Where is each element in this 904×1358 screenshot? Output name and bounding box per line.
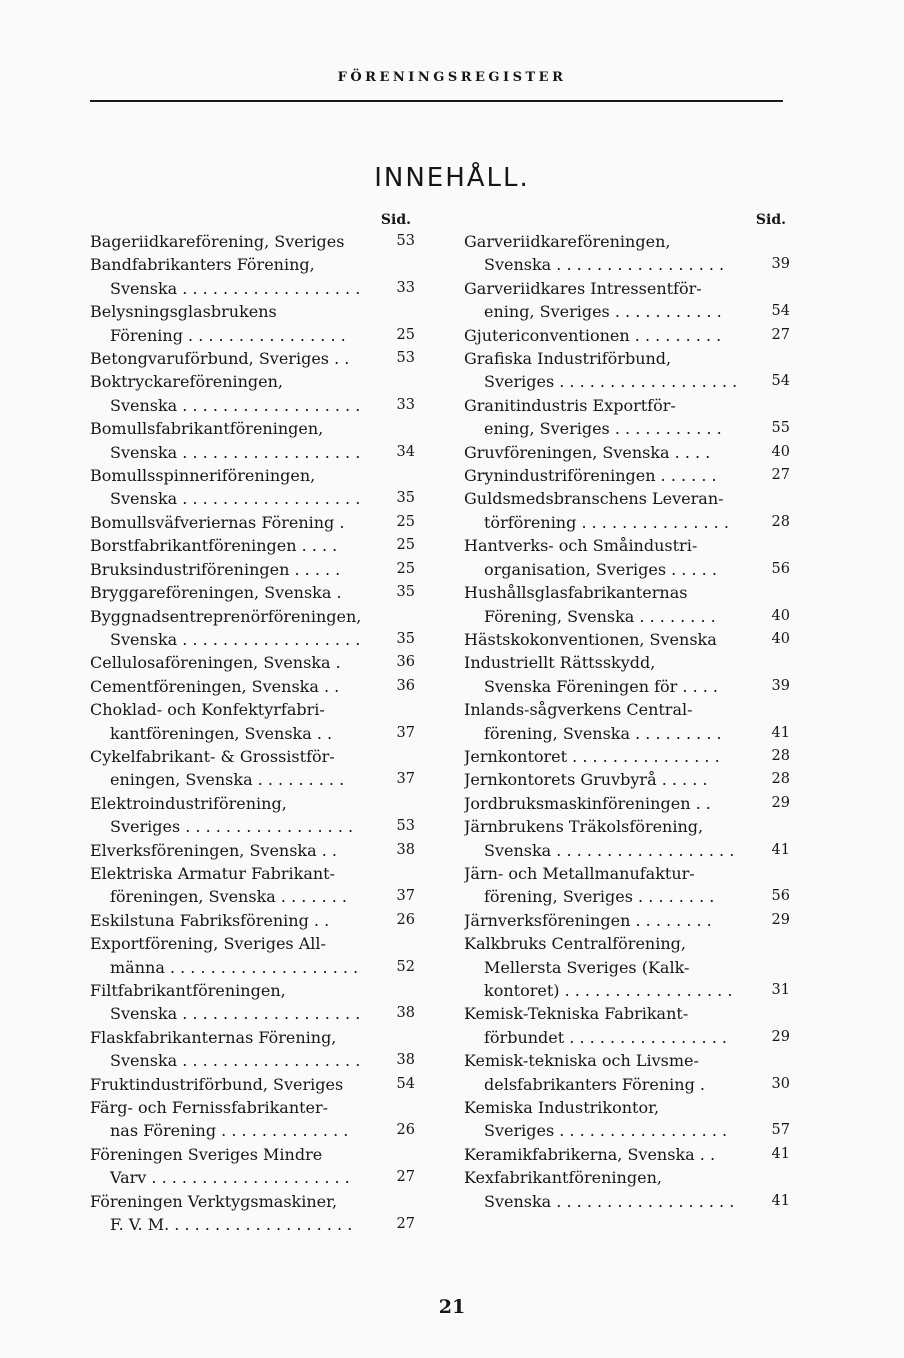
toc-entry-line: Svenska . . . . . . . . . . . . . . . . . . — [110, 278, 361, 298]
toc-entry — [464, 932, 790, 1002]
toc-page-number: 29 — [771, 794, 790, 811]
toc-column-left — [90, 210, 415, 1236]
toc-page-number: 28 — [771, 513, 790, 530]
toc-page-number: 41 — [771, 1145, 790, 1162]
toc-page-number: 37 — [396, 771, 415, 788]
header-rule — [90, 100, 783, 102]
toc-entry-line: Bruksindustriföreningen . . . . . — [90, 559, 341, 579]
toc-entry — [90, 792, 415, 839]
toc-entry-title — [90, 511, 385, 534]
toc-entry — [464, 768, 790, 791]
toc-page-number: 56 — [771, 560, 790, 577]
toc-entry-title — [90, 979, 385, 1026]
toc-entry-line: Färg- och Fernissfabrikanter- — [90, 1098, 329, 1118]
toc-entry — [464, 230, 790, 277]
toc-entry-line: Bomullsspinneriföreningen, — [90, 466, 316, 486]
toc-entry-line: ening, Sveriges . . . . . . . . . . . — [484, 419, 722, 439]
toc-entry-title — [464, 768, 760, 791]
toc-page-number: 39 — [771, 256, 790, 273]
toc-entry-line: Byggnadsentreprenörföreningen, — [90, 606, 362, 626]
toc-entry-title — [464, 932, 760, 1002]
toc-entry-line: Sveriges . . . . . . . . . . . . . . . . . . — [484, 372, 738, 392]
toc-entry — [90, 300, 415, 347]
toc-entry — [90, 253, 415, 300]
toc-entry-title — [90, 1143, 385, 1190]
toc-entry — [464, 909, 790, 932]
toc-entry-line: förening, Svenska . . . . . . . . . — [484, 723, 722, 743]
toc-page-number: 37 — [396, 724, 415, 741]
toc-page-number: 34 — [396, 443, 415, 460]
toc-page-number: 56 — [771, 888, 790, 905]
toc-entry — [90, 839, 415, 862]
toc-entry-line: eningen, Svenska . . . . . . . . . — [110, 770, 345, 790]
toc-entry-title — [464, 230, 760, 277]
toc-entry — [464, 862, 790, 909]
toc-entry-title — [464, 815, 760, 862]
toc-entry-title — [90, 370, 385, 417]
toc-entry-line: kontoret) . . . . . . . . . . . . . . . . . — [484, 981, 733, 1000]
toc-entry-line: Fruktindustriförbund, Sveriges — [90, 1074, 344, 1094]
toc-column-right — [464, 210, 790, 1213]
toc-entry-line: Elektroindustriförening, — [90, 793, 287, 813]
toc-entry — [464, 1143, 790, 1166]
toc-entry-line: föreningen, Svenska . . . . . . . — [110, 887, 348, 907]
toc-entry-title — [464, 1096, 760, 1143]
toc-entry-line: Kexfabrikantföreningen, — [464, 1168, 662, 1188]
toc-entry-line: Svenska . . . . . . . . . . . . . . . . . . — [110, 489, 361, 509]
toc-entry — [464, 815, 790, 862]
toc-entry-title — [90, 792, 385, 839]
toc-entry — [90, 745, 415, 792]
toc-page-number: 40 — [771, 630, 790, 647]
toc-page-number: 27 — [396, 1169, 415, 1186]
toc-entry-line: delsfabrikanters Förening . — [484, 1074, 706, 1094]
toc-entry-line: Grafiska Industriförbund, — [464, 349, 672, 369]
toc-entry-title — [464, 698, 760, 745]
toc-entry-line: Exportförening, Sveriges All- — [90, 934, 326, 954]
toc-entry-line: männa . . . . . . . . . . . . . . . . . . . — [110, 957, 359, 977]
toc-entry-line: Guldsmedsbranschens Leveran- — [464, 489, 724, 509]
toc-page-number: 30 — [771, 1075, 790, 1092]
toc-entry-title — [464, 651, 760, 698]
toc-entry-title — [90, 675, 385, 698]
toc-entry-title — [464, 441, 760, 464]
toc-entry-title — [464, 1143, 760, 1166]
toc-page-number: 41 — [771, 1192, 790, 1209]
toc-entry-line: Flaskfabrikanternas Förening, — [90, 1027, 337, 1047]
toc-entry-line: Gjutericonventionen . . . . . . . . . — [464, 325, 722, 345]
toc-entry-line: Filtfabrikantföreningen, — [90, 981, 286, 1000]
toc-entry-title — [90, 1096, 385, 1143]
toc-page-number: 29 — [771, 1028, 790, 1045]
toc-page-number: 25 — [396, 513, 415, 530]
toc-entry-line: Svenska . . . . . . . . . . . . . . . . . . — [110, 395, 361, 415]
toc-entry-title — [464, 324, 760, 347]
toc-entry-title — [90, 1073, 385, 1096]
toc-page-number: 27 — [771, 326, 790, 343]
toc-entry-line: Järnbrukens Träkolsförening, — [464, 817, 704, 837]
toc-entry-line: Gruvföreningen, Svenska . . . . — [464, 442, 711, 462]
toc-entry — [464, 324, 790, 347]
toc-entry — [90, 605, 415, 652]
toc-page-number: 35 — [396, 490, 415, 507]
toc-entry — [90, 417, 415, 464]
toc-entry-title — [90, 862, 385, 909]
toc-entry-line: Sveriges . . . . . . . . . . . . . . . . . — [484, 1121, 728, 1141]
toc-entry-title — [90, 839, 385, 862]
toc-entry-title — [464, 1166, 760, 1213]
toc-page-number: 54 — [771, 373, 790, 390]
toc-page-number: 55 — [771, 420, 790, 437]
toc-entry-title — [90, 464, 385, 511]
toc-page-number: 52 — [396, 958, 415, 975]
toc-entry — [90, 1190, 415, 1237]
toc-entry-title — [90, 347, 385, 370]
toc-entry-title — [90, 909, 385, 932]
toc-entry-title — [90, 1026, 385, 1073]
toc-entry-title — [464, 909, 760, 932]
toc-entry-line: Svenska . . . . . . . . . . . . . . . . . . — [110, 1004, 361, 1024]
toc-page-number: 36 — [396, 654, 415, 671]
toc-entry-title — [464, 1002, 760, 1049]
running-header: FÖRENINGSREGISTER — [337, 70, 567, 85]
toc-page-number: 53 — [396, 818, 415, 835]
toc-entry — [464, 745, 790, 768]
toc-entries-left — [90, 230, 415, 1236]
toc-page-number: 35 — [396, 630, 415, 647]
toc-page-number: 25 — [396, 326, 415, 343]
toc-page-number: 54 — [396, 1075, 415, 1092]
toc-entry-line: Järn- och Metallmanufaktur- — [464, 863, 695, 883]
toc-page-number: 31 — [771, 982, 790, 998]
toc-entry-title — [464, 534, 760, 581]
toc-entry-line: Svenska . . . . . . . . . . . . . . . . . . — [110, 629, 361, 649]
toc-entry-line: Cementföreningen, Svenska . . — [90, 676, 340, 696]
toc-entry-title — [90, 932, 385, 979]
toc-page-number: 26 — [396, 911, 415, 928]
toc-entry-line: Föreningen Sveriges Mindre — [90, 1144, 323, 1164]
toc-entry-line: törförening . . . . . . . . . . . . . . . — [484, 512, 729, 532]
toc-entry — [464, 651, 790, 698]
toc-entry — [464, 581, 790, 628]
toc-entry-line: förening, Sveriges . . . . . . . . — [484, 887, 715, 907]
toc-entry-line: Cykelfabrikant- & Grossistför- — [90, 746, 335, 766]
toc-entry — [464, 394, 790, 441]
toc-page-number: 38 — [396, 841, 415, 858]
toc-entry-title — [464, 347, 760, 394]
toc-entry — [90, 1143, 415, 1190]
toc-page-number: 37 — [396, 888, 415, 905]
toc-page-number: 35 — [396, 584, 415, 601]
toc-entry-line: Inlands-sågverkens Central- — [464, 700, 693, 720]
toc-entry-line: Belysningsglasbrukens — [90, 302, 277, 322]
toc-entry-line: Eskilstuna Fabriksförening . . — [90, 910, 330, 930]
toc-entry — [464, 277, 790, 324]
toc-entry-line: Svenska . . . . . . . . . . . . . . . . . . — [484, 840, 735, 860]
page-column-label: Sid. — [755, 212, 786, 228]
toc-entry-line: Jernkontoret . . . . . . . . . . . . . . . — [464, 746, 720, 766]
toc-entry-line: Föreningen Verktygsmaskiner, — [90, 1191, 338, 1211]
toc-entry-line: Svenska . . . . . . . . . . . . . . . . . . — [110, 1051, 361, 1071]
toc-entry-line: Bomullsväfveriernas Förening . — [90, 512, 345, 532]
toc-entry — [90, 1096, 415, 1143]
toc-entry — [90, 932, 415, 979]
toc-page-number: 38 — [396, 1052, 415, 1069]
toc-entry-line: Bandfabrikanters Förening, — [90, 255, 315, 275]
toc-entry-title — [90, 253, 385, 300]
toc-page-number: 57 — [771, 1122, 790, 1139]
toc-entry-line: Svenska . . . . . . . . . . . . . . . . . — [484, 255, 725, 275]
toc-entry-line: Garveriidkares Intressentför- — [464, 278, 702, 298]
toc-entry-line: Industriellt Rättsskydd, — [464, 653, 656, 673]
toc-entry-line: Hantverks- och Småindustri- — [464, 536, 698, 556]
toc-entry — [464, 1002, 790, 1049]
toc-entry — [464, 1049, 790, 1096]
toc-entry — [90, 511, 415, 534]
toc-entry-title — [90, 300, 385, 347]
toc-entry-line: Choklad- och Konfektyrfabri- — [90, 700, 325, 720]
toc-page-number: 41 — [771, 724, 790, 741]
toc-entry-line: Garveriidkareföreningen, — [464, 232, 671, 251]
toc-entry — [90, 909, 415, 932]
toc-entry-line: Bomullsfabrikantföreningen, — [90, 419, 324, 439]
toc-entry — [90, 230, 415, 253]
toc-page-number: 25 — [396, 537, 415, 554]
toc-entry-line: Hästskokonventionen, Svenska — [464, 629, 717, 649]
toc-entry — [464, 698, 790, 745]
toc-entry-title — [90, 581, 385, 604]
toc-entry-title — [464, 487, 760, 534]
toc-entry-title — [464, 792, 760, 815]
toc-entry-line: Jordbruksmaskinföreningen . . — [464, 793, 711, 813]
toc-entry-line: Elektriska Armatur Fabrikant- — [90, 863, 336, 883]
toc-entry — [90, 1073, 415, 1096]
toc-entry — [464, 628, 790, 651]
toc-entry — [90, 675, 415, 698]
toc-entry-title — [90, 417, 385, 464]
toc-entry-line: Bageriidkareförening, Sveriges — [90, 232, 345, 251]
toc-entry-line: Järnverksföreningen . . . . . . . . — [464, 910, 712, 930]
toc-entry-line: Svenska Föreningen för . . . . — [484, 676, 718, 696]
toc-page-number: 54 — [771, 303, 790, 320]
toc-page-number: 36 — [396, 677, 415, 694]
toc-entry-line: Mellersta Sveriges (Kalk- — [484, 957, 690, 977]
toc-page-number: 53 — [396, 350, 415, 367]
toc-entry — [90, 347, 415, 370]
toc-entry-title — [464, 628, 760, 651]
toc-page-number: 53 — [396, 233, 415, 249]
toc-entry — [464, 534, 790, 581]
toc-entry-line: Borstfabrikantföreningen . . . . — [90, 536, 338, 556]
toc-entry-line: Boktryckareföreningen, — [90, 372, 284, 392]
toc-entry — [90, 464, 415, 511]
toc-page-number: 26 — [396, 1122, 415, 1139]
toc-entry-title — [90, 534, 385, 557]
toc-entry-line: Hushållsglasfabrikanternas — [464, 583, 688, 603]
toc-entry-line: Sveriges . . . . . . . . . . . . . . . . . — [110, 817, 354, 837]
toc-entry-line: Kemiska Industrikontor, — [464, 1098, 660, 1118]
toc-page-number: 39 — [771, 677, 790, 694]
toc-entry — [90, 698, 415, 745]
toc-entry — [90, 979, 415, 1026]
page-column-label: Sid. — [380, 212, 411, 228]
toc-page-number: 40 — [771, 443, 790, 460]
toc-entry-line: Cellulosaföreningen, Svenska . — [90, 653, 341, 673]
toc-entry-title — [90, 230, 385, 253]
page-title: INNEHÅLL. — [374, 163, 530, 193]
toc-entry-title — [464, 1049, 760, 1096]
toc-entry-title — [90, 1190, 385, 1237]
toc-entry — [90, 558, 415, 581]
toc-page-number: 40 — [771, 607, 790, 624]
toc-page-number: 27 — [396, 1216, 415, 1233]
toc-page-number: 29 — [771, 911, 790, 928]
toc-entry-title — [464, 277, 760, 324]
toc-entry-title — [90, 745, 385, 792]
toc-entry-line: Förening . . . . . . . . . . . . . . . . — [110, 325, 346, 345]
toc-page-number: 27 — [771, 467, 790, 484]
toc-entry — [464, 1166, 790, 1213]
toc-entry-line: Kalkbruks Centralförening, — [464, 934, 686, 954]
toc-entry-line: kantföreningen, Svenska . . — [110, 723, 333, 743]
toc-entry-title — [90, 651, 385, 674]
toc-entry-line: ening, Sveriges . . . . . . . . . . . — [484, 302, 722, 322]
toc-entry — [90, 651, 415, 674]
toc-entry — [464, 487, 790, 534]
toc-page-number: 28 — [771, 771, 790, 788]
toc-entry — [90, 370, 415, 417]
toc-entry-line: Bryggareföreningen, Svenska . — [90, 583, 342, 603]
toc-entry-title — [464, 464, 760, 487]
toc-entry-title — [464, 862, 760, 909]
toc-entry-line: nas Förening . . . . . . . . . . . . . — [110, 1121, 349, 1141]
toc-entry-title — [464, 581, 760, 628]
toc-entry-title — [464, 394, 760, 441]
toc-entry — [90, 581, 415, 604]
toc-entry-line: förbundet . . . . . . . . . . . . . . . . — [484, 1027, 727, 1047]
toc-page-number: 25 — [396, 560, 415, 577]
toc-entry-line: Förening, Svenska . . . . . . . . — [484, 606, 716, 626]
toc-entry-line: Keramikfabrikerna, Svenska . . — [464, 1144, 716, 1164]
toc-entry — [90, 1026, 415, 1073]
toc-entries-right — [464, 230, 790, 1213]
toc-entry-line: Jernkontorets Gruvbyrå . . . . . — [464, 770, 708, 790]
toc-entry-line: F. V. M. . . . . . . . . . . . . . . . . . . — [110, 1215, 353, 1235]
toc-entry-title — [90, 605, 385, 652]
toc-entry-line: Kemisk-tekniska och Livsme- — [464, 1051, 699, 1071]
toc-entry — [464, 347, 790, 394]
toc-entry-title — [464, 745, 760, 768]
toc-entry — [464, 792, 790, 815]
toc-entry-line: Grynindustriföreningen . . . . . . — [464, 466, 717, 486]
toc-entry — [464, 1096, 790, 1143]
page-number: 21 — [438, 1296, 466, 1318]
toc-entry-line: Svenska . . . . . . . . . . . . . . . . . . — [110, 442, 361, 462]
toc-page-number: 28 — [771, 747, 790, 764]
toc-page-number: 33 — [396, 279, 415, 296]
toc-entry — [90, 534, 415, 557]
toc-page-number: 33 — [396, 396, 415, 413]
toc-entry-line: Varv . . . . . . . . . . . . . . . . . . . . — [110, 1168, 350, 1188]
toc-entry-title — [90, 698, 385, 745]
toc-entry-line: organisation, Sveriges . . . . . — [484, 559, 717, 579]
toc-entry-line: Granitindustris Exportför- — [464, 395, 676, 415]
toc-entry — [464, 464, 790, 487]
toc-entry-line: Kemisk-Tekniska Fabrikant- — [464, 1004, 689, 1024]
toc-entry — [90, 862, 415, 909]
toc-entry-line: Svenska . . . . . . . . . . . . . . . . . . — [484, 1191, 735, 1211]
toc-page-number: 38 — [396, 1005, 415, 1022]
toc-entry — [464, 441, 790, 464]
toc-entry-line: Elverksföreningen, Svenska . . — [90, 840, 338, 860]
toc-page-number: 41 — [771, 841, 790, 858]
toc-entry-line: Betongvaruförbund, Sveriges . . — [90, 349, 350, 369]
toc-entry-title — [90, 558, 385, 581]
